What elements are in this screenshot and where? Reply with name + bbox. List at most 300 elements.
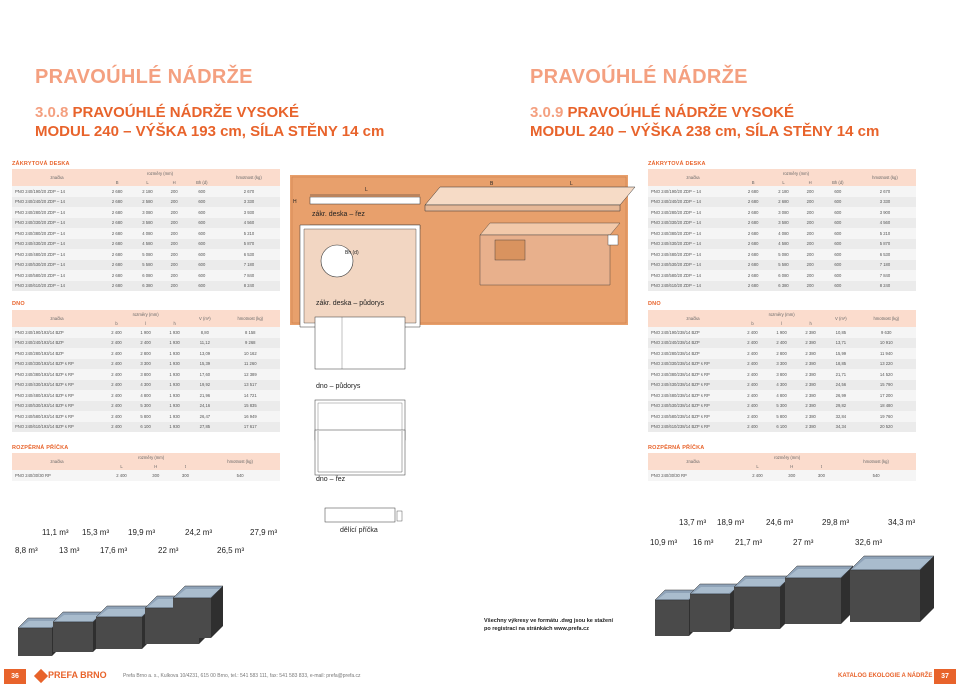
cell-value: 6 380 bbox=[768, 281, 798, 292]
cell-value: 2 400 bbox=[131, 338, 160, 349]
col-weight: hmotnost (kg) bbox=[218, 169, 280, 186]
tank-icon bbox=[96, 606, 153, 649]
right-title-text: PRAVOÚHLÉ NÁDRŽE VYSOKÉ bbox=[567, 104, 794, 121]
right-dno-heading: DNO bbox=[648, 301, 661, 307]
cell-value: 5 080 bbox=[132, 249, 162, 260]
cell-value: 600 bbox=[186, 228, 218, 239]
cell-value: 2 680 bbox=[738, 270, 768, 281]
table-row bbox=[648, 380, 916, 391]
table-row bbox=[12, 380, 280, 391]
cell-value: 8,80 bbox=[189, 327, 220, 338]
cell-value: 2 400 bbox=[102, 327, 131, 338]
cell-value: 14 721 bbox=[221, 390, 280, 401]
cell-value: 5 300 bbox=[767, 401, 796, 412]
footer-contact: Prefa Brno a. s., Kulkova 10/4231, 615 00 Brno, tel.: 541 583 111, fax: 541 583 833, e-mail: prefa@prefa.cz bbox=[123, 673, 361, 679]
cell-name: PNO 240/480/20 ZDP – 14 bbox=[648, 249, 738, 260]
left-dno-table bbox=[12, 310, 280, 432]
cell-value: 17,60 bbox=[189, 369, 220, 380]
col-weight: hmotnost (kg) bbox=[221, 310, 280, 327]
cell-value: 3 800 bbox=[131, 369, 160, 380]
cell-value: 200 bbox=[163, 207, 186, 218]
left-vol-bottom-5: 26,5 m³ bbox=[217, 546, 245, 555]
cell-value: 2 400 bbox=[102, 369, 131, 380]
cell-value: 6 530 bbox=[218, 249, 280, 260]
cell-value: 2 680 bbox=[738, 260, 768, 271]
col-B: B bbox=[738, 178, 768, 186]
cell-value: 15 835 bbox=[221, 401, 280, 412]
col-name: značka bbox=[648, 453, 738, 470]
col-volume: V (m³) bbox=[825, 310, 856, 327]
dim-Bh-label: Bh (d) bbox=[345, 250, 359, 256]
table-row bbox=[12, 270, 280, 281]
cell-name: PNO 240/280/238/14 BZP bbox=[648, 348, 738, 359]
col-name: značka bbox=[12, 453, 102, 470]
right-vol-bottom-1: 10,9 m³ bbox=[650, 538, 678, 547]
table-row bbox=[648, 281, 916, 292]
cell-value: 200 bbox=[799, 186, 822, 197]
cell-value: 2 380 bbox=[796, 338, 825, 349]
cell-value: 7 180 bbox=[218, 260, 280, 271]
col-H: H bbox=[799, 178, 822, 186]
cell-value: 16 949 bbox=[221, 411, 280, 422]
cell-value: 2 400 bbox=[738, 470, 777, 481]
cell-value: 1 930 bbox=[160, 327, 189, 338]
left-prickla-table bbox=[12, 453, 280, 481]
download-note-line1: Všechny výkresy ve formátu .dwg jsou ke stažení bbox=[484, 618, 613, 624]
cell-name: PNO 240/610/193/14 BZP s RP bbox=[12, 422, 102, 433]
left-vol-top-4: 24,2 m³ bbox=[185, 528, 213, 537]
cell-name: PNO 240/240/193/14 BZP bbox=[12, 338, 102, 349]
cell-value: 2 400 bbox=[738, 359, 767, 370]
col-dims: rozměry (mm) bbox=[102, 310, 189, 319]
cell-value: 3 930 bbox=[218, 207, 280, 218]
right-prickla-table bbox=[648, 453, 916, 481]
cell-name: PNO 240/30/30 RP bbox=[12, 470, 102, 481]
cell-value: 1 930 bbox=[160, 348, 189, 359]
cell-value: 2 380 bbox=[796, 348, 825, 359]
cell-value: 2 680 bbox=[738, 218, 768, 229]
left-title bbox=[35, 103, 299, 122]
cell-value: 5 580 bbox=[768, 260, 798, 271]
cell-value: 2 400 bbox=[102, 338, 131, 349]
cell-value: 3 580 bbox=[768, 218, 798, 229]
cell-value: 10 910 bbox=[857, 338, 916, 349]
cell-value: 200 bbox=[799, 218, 822, 229]
cell-value: 200 bbox=[799, 207, 822, 218]
col-weight: hmotnost (kg) bbox=[854, 169, 916, 186]
col-h: h bbox=[160, 319, 189, 327]
cell-value: 200 bbox=[163, 281, 186, 292]
cell-value: 2 680 bbox=[102, 239, 132, 250]
col-b: b bbox=[102, 319, 131, 327]
cell-value: 2 680 bbox=[738, 281, 768, 292]
right-prickla-heading: ROZPĚRNÁ PŘÍČKA bbox=[648, 445, 705, 451]
table-row bbox=[12, 359, 280, 370]
cell-value: 600 bbox=[186, 249, 218, 260]
cell-name: PNO 240/610/20 ZDP – 14 bbox=[12, 281, 102, 292]
cell-value: 2 400 bbox=[738, 327, 767, 338]
cell-value: 200 bbox=[163, 260, 186, 271]
table-row bbox=[648, 327, 916, 338]
cell-name: PNO 240/580/238/14 BZP s RP bbox=[648, 411, 738, 422]
cell-value: 5 210 bbox=[854, 228, 916, 239]
cell-name: PNO 240/530/238/14 BZP s RP bbox=[648, 401, 738, 412]
cell-value: 1 930 bbox=[160, 390, 189, 401]
brand-left: PREFA BRNO bbox=[48, 670, 107, 680]
cell-value: 1 900 bbox=[131, 327, 160, 338]
cell-value: 2 400 bbox=[102, 380, 131, 391]
tank-icon bbox=[173, 586, 223, 638]
right-vol-bottom-3: 21,7 m³ bbox=[735, 538, 763, 547]
cell-value: 13 220 bbox=[857, 359, 916, 370]
table-row bbox=[12, 239, 280, 250]
right-vol-top-4: 29,8 m³ bbox=[822, 518, 850, 527]
cell-value: 2 400 bbox=[738, 380, 767, 391]
cell-name: PNO 240/480/238/14 BZP s RP bbox=[648, 390, 738, 401]
tank-icon bbox=[53, 612, 103, 652]
cell-value: 200 bbox=[799, 260, 822, 271]
cell-value: 200 bbox=[799, 249, 822, 260]
table-row bbox=[12, 422, 280, 433]
cell-value: 17 617 bbox=[221, 422, 280, 433]
cell-value: 5 300 bbox=[131, 401, 160, 412]
cell-value: 200 bbox=[163, 228, 186, 239]
cell-name: PNO 240/430/20 ZDP – 14 bbox=[648, 239, 738, 250]
delici-pricka-drawing bbox=[325, 508, 395, 522]
table-row bbox=[648, 359, 916, 370]
cell-value: 540 bbox=[836, 470, 916, 481]
cell-name: PNO 240/330/20 ZDP – 14 bbox=[12, 218, 102, 229]
cell-value: 300 bbox=[807, 470, 837, 481]
col-L: L bbox=[102, 462, 141, 470]
table-row bbox=[648, 249, 916, 260]
cell-value: 24,16 bbox=[189, 401, 220, 412]
col-weight: hmotnost (kg) bbox=[836, 453, 916, 470]
cell-value: 600 bbox=[822, 197, 854, 208]
cell-name: PNO 240/330/238/14 BZP s RP bbox=[648, 359, 738, 370]
cell-value: 3 300 bbox=[131, 359, 160, 370]
cell-value: 600 bbox=[186, 218, 218, 229]
cell-value: 8 158 bbox=[221, 327, 280, 338]
cell-value: 6 080 bbox=[132, 270, 162, 281]
table-row bbox=[648, 186, 916, 197]
cell-name: PNO 240/430/238/14 BZP s RP bbox=[648, 380, 738, 391]
table-row bbox=[12, 249, 280, 260]
left-tanks-illustration bbox=[8, 540, 223, 660]
col-dims: rozměry (mm) bbox=[738, 169, 854, 178]
table-row bbox=[12, 218, 280, 229]
cell-value: 2 400 bbox=[102, 422, 131, 433]
dim-L-label: L bbox=[365, 187, 368, 193]
cell-value: 4 300 bbox=[767, 380, 796, 391]
left-vol-bottom-1: 8,8 m³ bbox=[15, 546, 38, 555]
cell-value: 200 bbox=[163, 186, 186, 197]
cell-name: PNO 240/190/20 ZDP – 14 bbox=[12, 186, 102, 197]
cell-value: 2 400 bbox=[738, 348, 767, 359]
cell-name: PNO 240/240/238/14 BZP bbox=[648, 338, 738, 349]
table-row bbox=[12, 327, 280, 338]
cell-value: 29,82 bbox=[825, 401, 856, 412]
cell-value: 2 380 bbox=[796, 390, 825, 401]
table-row bbox=[12, 197, 280, 208]
brand-logo-icon bbox=[34, 669, 48, 683]
cell-value: 1 930 bbox=[160, 422, 189, 433]
dno-rez-drawing bbox=[315, 430, 405, 475]
table-row bbox=[12, 186, 280, 197]
cell-value: 200 bbox=[163, 249, 186, 260]
cell-value: 1 930 bbox=[160, 359, 189, 370]
cell-value: 4 800 bbox=[131, 390, 160, 401]
cell-name: PNO 240/330/193/14 BZP s RP bbox=[12, 359, 102, 370]
col-name: značka bbox=[648, 310, 738, 327]
col-name: značka bbox=[648, 169, 738, 186]
cell-value: 600 bbox=[186, 239, 218, 250]
cell-value: 1 900 bbox=[767, 327, 796, 338]
table-row bbox=[648, 411, 916, 422]
cell-name: PNO 240/190/238/14 BZP bbox=[648, 327, 738, 338]
cell-name: PNO 240/430/20 ZDP – 14 bbox=[12, 239, 102, 250]
cell-value: 200 bbox=[799, 281, 822, 292]
cell-value: 13 517 bbox=[221, 380, 280, 391]
cell-value: 8 240 bbox=[218, 281, 280, 292]
cell-value: 32,84 bbox=[825, 411, 856, 422]
cell-name: PNO 240/430/193/14 BZP s RP bbox=[12, 380, 102, 391]
cell-value: 4 580 bbox=[132, 239, 162, 250]
dim-L-label-2: L bbox=[570, 181, 573, 187]
col-L: L bbox=[132, 178, 162, 186]
col-dims: rozměry (mm) bbox=[738, 453, 836, 462]
col-volume: V (m³) bbox=[189, 310, 220, 327]
cell-value: 5 080 bbox=[768, 249, 798, 260]
cell-value: 8 240 bbox=[854, 281, 916, 292]
cell-value: 6 380 bbox=[132, 281, 162, 292]
cell-value: 4 560 bbox=[218, 218, 280, 229]
cell-value: 2 380 bbox=[796, 401, 825, 412]
zakr-pudorys-drawing bbox=[315, 317, 405, 369]
cell-value: 2 580 bbox=[132, 197, 162, 208]
cell-value: 7 180 bbox=[854, 260, 916, 271]
col-B: B bbox=[102, 178, 132, 186]
cell-value: 2 400 bbox=[102, 401, 131, 412]
cell-value: 600 bbox=[186, 260, 218, 271]
cell-value: 26,99 bbox=[825, 390, 856, 401]
cell-value: 3 330 bbox=[854, 197, 916, 208]
cell-value: 2 680 bbox=[738, 249, 768, 260]
col-H: H bbox=[163, 178, 186, 186]
right-vol-top-2: 18,9 m³ bbox=[717, 518, 745, 527]
cell-value: 2 800 bbox=[767, 348, 796, 359]
cell-value: 2 400 bbox=[102, 348, 131, 359]
right-vol-top-3: 24,6 m³ bbox=[766, 518, 794, 527]
cell-value: 13,09 bbox=[189, 348, 220, 359]
tank-icon bbox=[734, 576, 791, 629]
cell-value: 4 300 bbox=[131, 380, 160, 391]
table-row bbox=[648, 228, 916, 239]
cell-value: 4 560 bbox=[854, 218, 916, 229]
col-dims: rozměry (mm) bbox=[738, 310, 825, 319]
cell-value: 4 580 bbox=[768, 239, 798, 250]
col-Bh: Bh (d) bbox=[186, 178, 218, 186]
cell-value: 13,71 bbox=[825, 338, 856, 349]
right-section-title: PRAVOÚHLÉ NÁDRŽE bbox=[530, 66, 748, 88]
table-row bbox=[648, 338, 916, 349]
table-row bbox=[12, 348, 280, 359]
right-zakryt-table bbox=[648, 169, 916, 291]
cell-value: 3 300 bbox=[767, 359, 796, 370]
cell-value: 3 580 bbox=[132, 218, 162, 229]
table-row bbox=[648, 260, 916, 271]
cell-value: 2 400 bbox=[738, 411, 767, 422]
label-dno-rez: dno – řez bbox=[316, 476, 346, 483]
cell-value: 600 bbox=[822, 249, 854, 260]
right-code: 3.0.9 bbox=[530, 104, 564, 121]
right-vol-bottom-4: 27 m³ bbox=[793, 538, 814, 547]
cell-value: 200 bbox=[163, 270, 186, 281]
left-section-title: PRAVOÚHLÉ NÁDRŽE bbox=[35, 66, 253, 88]
cell-name: PNO 240/610/20 ZDP – 14 bbox=[648, 281, 738, 292]
left-code: 3.0.8 bbox=[35, 104, 69, 121]
cell-value: 15,99 bbox=[825, 348, 856, 359]
label-dno-pudorys: dno – půdorys bbox=[316, 383, 361, 390]
table-row bbox=[648, 348, 916, 359]
right-vol-top-5: 34,3 m³ bbox=[888, 518, 916, 527]
footer bbox=[0, 668, 960, 685]
left-vol-top-1: 11,1 m³ bbox=[42, 528, 69, 537]
cell-value: 3 330 bbox=[218, 197, 280, 208]
cell-value: 200 bbox=[799, 270, 822, 281]
cell-value: 4 800 bbox=[767, 390, 796, 401]
cell-value: 2 680 bbox=[768, 197, 798, 208]
cell-value: 2 400 bbox=[738, 369, 767, 380]
cell-value: 600 bbox=[822, 270, 854, 281]
cell-value: 6 100 bbox=[767, 422, 796, 433]
table-row bbox=[648, 207, 916, 218]
cell-value: 600 bbox=[822, 281, 854, 292]
dim-H-label: H bbox=[293, 199, 297, 205]
table-row bbox=[648, 390, 916, 401]
right-vol-bottom-2: 16 m³ bbox=[693, 538, 714, 547]
table-row bbox=[12, 260, 280, 271]
cell-name: PNO 240/580/20 ZDP – 14 bbox=[12, 270, 102, 281]
table-row bbox=[12, 411, 280, 422]
cell-value: 1 930 bbox=[160, 369, 189, 380]
cell-value: 200 bbox=[799, 239, 822, 250]
cell-value: 2 400 bbox=[102, 390, 131, 401]
cell-name: PNO 240/280/20 ZDP – 14 bbox=[12, 207, 102, 218]
cell-name: PNO 240/380/20 ZDP – 14 bbox=[12, 228, 102, 239]
cell-value: 5 870 bbox=[218, 239, 280, 250]
cell-value: 2 400 bbox=[102, 470, 141, 481]
left-zakryt-heading: ZÁKRYTOVÁ DESKA bbox=[12, 161, 70, 167]
table-row bbox=[648, 239, 916, 250]
col-weight: hmotnost (kg) bbox=[200, 453, 280, 470]
table-row bbox=[648, 369, 916, 380]
left-vol-top-2: 15,3 m³ bbox=[82, 528, 110, 537]
cell-value: 27,85 bbox=[189, 422, 220, 433]
download-note-line2: po registraci na stránkách www.prefa.cz bbox=[484, 626, 589, 632]
label-zakr-pudorys: zákr. deska – půdorys bbox=[316, 300, 385, 307]
cell-value: 14 520 bbox=[857, 369, 916, 380]
col-dims: rozměry (mm) bbox=[102, 453, 200, 462]
cell-value: 15 790 bbox=[857, 380, 916, 391]
cell-value: 600 bbox=[822, 186, 854, 197]
left-vol-bottom-3: 17,6 m³ bbox=[100, 546, 128, 555]
tank-icon bbox=[690, 584, 740, 632]
col-L: L bbox=[768, 178, 798, 186]
cell-value: 600 bbox=[186, 281, 218, 292]
cell-name: PNO 240/610/238/14 BZP s RP bbox=[648, 422, 738, 433]
cell-name: PNO 240/380/193/14 BZP s RP bbox=[12, 369, 102, 380]
table-row bbox=[648, 197, 916, 208]
cell-value: 2 680 bbox=[102, 186, 132, 197]
cell-value: 600 bbox=[822, 260, 854, 271]
table-row bbox=[648, 422, 916, 433]
cell-value: 2 380 bbox=[796, 422, 825, 433]
tank-icon bbox=[785, 566, 853, 624]
cell-value: 18,85 bbox=[825, 359, 856, 370]
cell-value: 6 100 bbox=[131, 422, 160, 433]
cell-value: 200 bbox=[163, 218, 186, 229]
table-row bbox=[648, 401, 916, 412]
cell-name: PNO 240/580/193/14 BZP s RP bbox=[12, 411, 102, 422]
cell-value: 10,85 bbox=[825, 327, 856, 338]
cell-value: 6 530 bbox=[854, 249, 916, 260]
cell-value: 2 800 bbox=[131, 348, 160, 359]
cell-value: 600 bbox=[186, 207, 218, 218]
col-weight: hmotnost (kg) bbox=[857, 310, 916, 327]
table-row bbox=[648, 218, 916, 229]
left-zakryt-table bbox=[12, 169, 280, 291]
cell-value: 600 bbox=[822, 239, 854, 250]
dim-B-label: B bbox=[490, 181, 494, 187]
cell-value: 3 900 bbox=[854, 207, 916, 218]
left-prickla-heading: ROZPĚRNÁ PŘÍČKA bbox=[12, 445, 69, 451]
cell-value: 2 180 bbox=[768, 186, 798, 197]
cell-value: 20 520 bbox=[857, 422, 916, 433]
cell-value: 7 840 bbox=[218, 270, 280, 281]
label-delici-pricka: dělící příčka bbox=[340, 527, 378, 534]
left-vol-top-3: 19,9 m³ bbox=[128, 528, 156, 537]
cell-value: 2 680 bbox=[738, 197, 768, 208]
cell-value: 17 200 bbox=[857, 390, 916, 401]
col-dims: rozměry (mm) bbox=[102, 169, 218, 178]
col-H: H bbox=[777, 462, 807, 470]
cell-value: 21,71 bbox=[825, 369, 856, 380]
cell-value: 5 210 bbox=[218, 228, 280, 239]
cell-value: 2 400 bbox=[738, 422, 767, 433]
cell-value: 34,34 bbox=[825, 422, 856, 433]
table-row bbox=[648, 270, 916, 281]
cell-value: 2 380 bbox=[796, 380, 825, 391]
cell-name: PNO 240/380/20 ZDP – 14 bbox=[648, 228, 738, 239]
cell-value: 21,96 bbox=[189, 390, 220, 401]
label-zakr-rez: zákr. deska – řez bbox=[312, 211, 365, 218]
cell-value: 3 080 bbox=[768, 207, 798, 218]
table-row bbox=[12, 207, 280, 218]
cell-name: PNO 240/530/193/14 BZP s RP bbox=[12, 401, 102, 412]
cell-value: 2 680 bbox=[102, 270, 132, 281]
cell-value: 2 680 bbox=[738, 186, 768, 197]
cell-value: 2 680 bbox=[738, 207, 768, 218]
right-zakryt-heading: ZÁKRYTOVÁ DESKA bbox=[648, 161, 706, 167]
col-name: značka bbox=[12, 169, 102, 186]
cell-name: PNO 240/580/20 ZDP – 14 bbox=[648, 270, 738, 281]
cell-value: 11 260 bbox=[221, 359, 280, 370]
cell-value: 2 670 bbox=[218, 186, 280, 197]
cell-value: 9 630 bbox=[857, 327, 916, 338]
cell-value: 540 bbox=[200, 470, 280, 481]
cell-value: 2 680 bbox=[102, 207, 132, 218]
